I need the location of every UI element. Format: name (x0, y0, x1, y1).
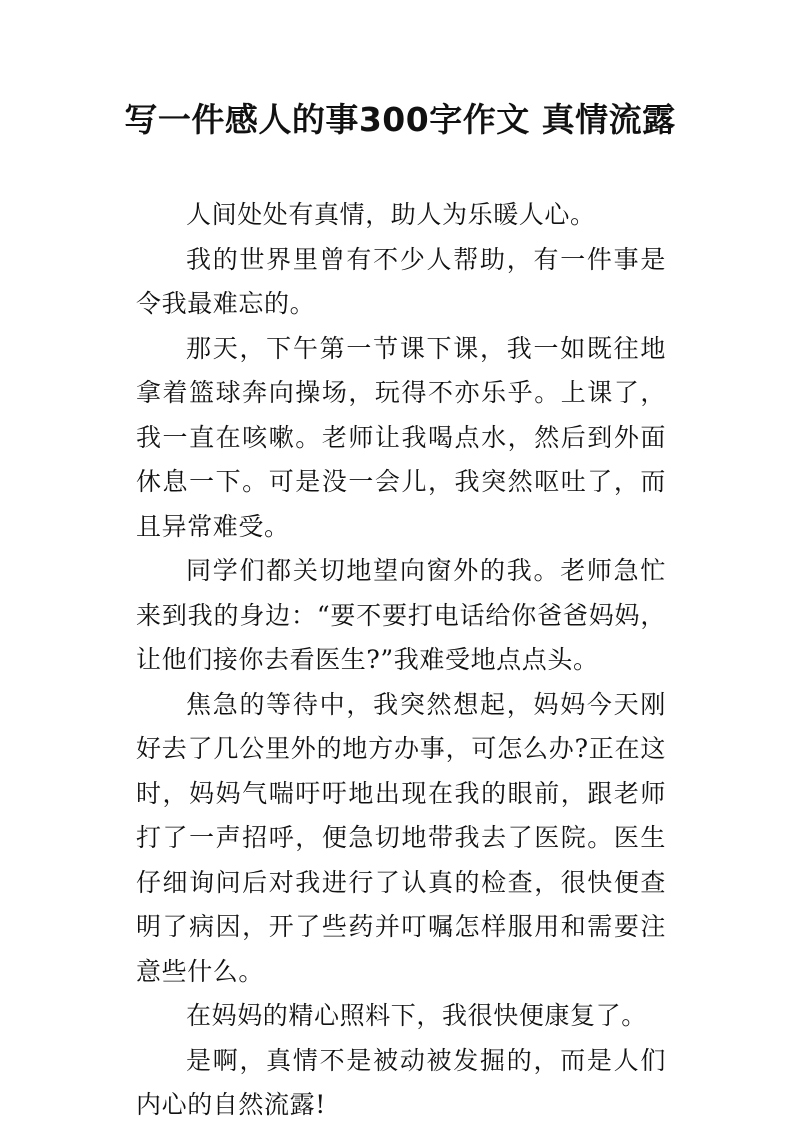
document-body (136, 193, 666, 1128)
paragraph: 在妈妈的精心照料下，我很快便康复了。 (186, 1001, 647, 1030)
paragraph: 人间处处有真情，助人为乐暖人心。 (186, 200, 596, 229)
paragraph: 是啊，真情不是被动被发掘的，而是人们内心的自然流露! (136, 1045, 666, 1119)
paragraph: 同学们都关切地望向窗外的我。老师急忙来到我的身边：“要不要打电话给你爸爸妈妈，让他们接你去看医生?”我难受地点点头。 (136, 556, 666, 674)
paragraph: 焦急的等待中，我突然想起，妈妈今天刚好去了几公里外的地方办事，可怎么办?正在这时，妈妈气喘吁吁地出现在我的眼前，跟老师打了一声招呼，便急切地带我去了医院。医生仔细询问后对我进行了认真的检查，很快便查明了病因，开了些药并叮嘱怎样服用和需要注意些什么。 (136, 689, 666, 986)
document-title: 写一件感人的事300字作文 真情流露 (124, 100, 676, 139)
paragraph: 我的世界里曾有不少人帮助，有一件事是令我最难忘的。 (136, 244, 666, 318)
paragraph: 那天，下午第一节课下课，我一如既往地拿着篮球奔向操场，玩得不亦乐乎。上课了，我一直在咳嗽。老师让我喝点水，然后到外面休息一下。可是没一会儿，我突然呕吐了，而且异常难受。 (136, 333, 666, 541)
